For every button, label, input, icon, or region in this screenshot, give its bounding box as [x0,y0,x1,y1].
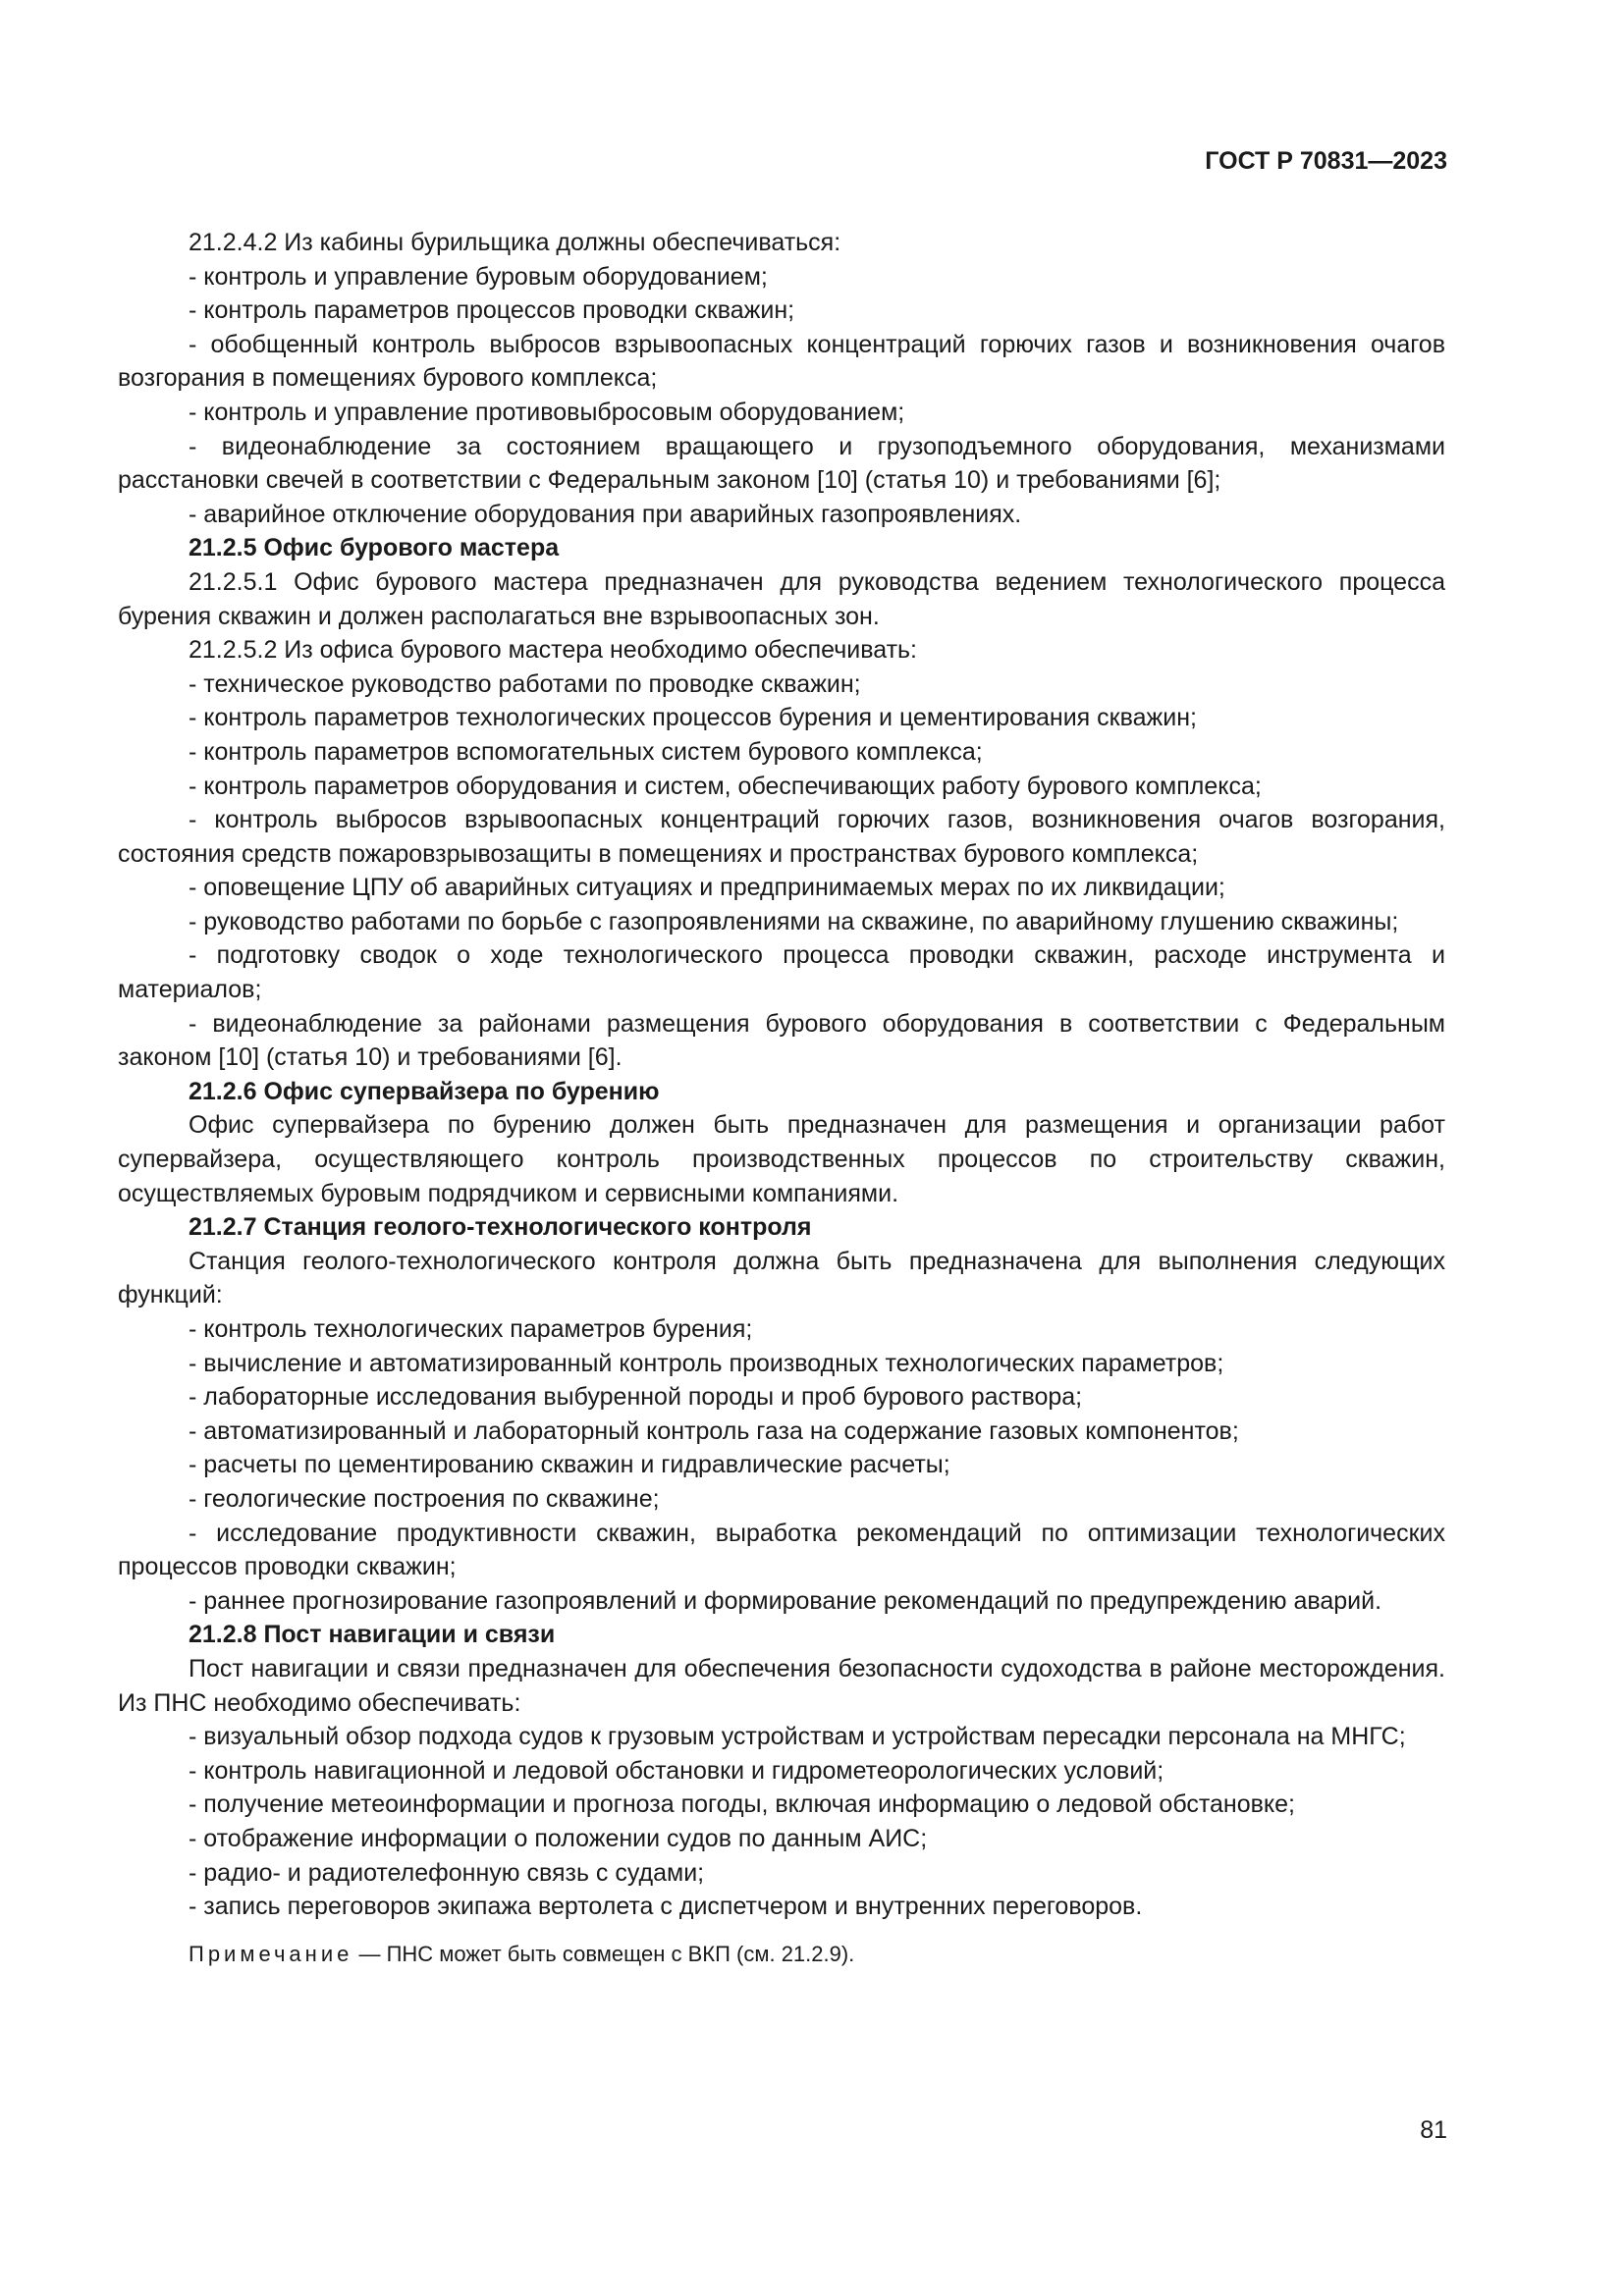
note-text: — ПНС может быть совмещен с ВКП (см. 21.2.9). [352,1941,855,1966]
list-item: - аварийное отключение оборудования при аварийных газопроявлениях. [189,500,1022,528]
document-header: ГОСТ Р 70831—2023 [1205,147,1447,175]
paragraph: 21.2.5.2 Из офиса бурового мастера необходимо обеспечивать: [189,636,917,665]
section-heading: 21.2.7 Станция геолого-технологического контроля [189,1213,812,1242]
list-item: - оповещение ЦПУ об аварийных ситуациях и предпринимаемых мерах по их ликвидации; [189,874,1225,902]
list-item: - контроль параметров вспомогательных систем бурового комплекса; [189,737,983,766]
section-heading: 21.2.8 Пост навигации и связи [189,1621,556,1649]
paragraph: Пост навигации и связи предназначен для обеспечения безопасности судоходства в районе месторождения. Из ПНС необходимо обеспечивать: [118,1654,1445,1717]
list-item: - раннее прогнозирование газопроявлений и формирование рекомендаций по предупреждению аварий. [189,1586,1382,1615]
note-label: Примечание [189,1941,353,1966]
list-item: - автоматизированный и лабораторный контроль газа на содержание газовых компонентов; [189,1416,1239,1445]
paragraph: 21.2.5.1 Офис бурового мастера предназначен для руководства ведением технологического процесса бурения скважин и должен располагаться вне взрывоопасных зон. [118,567,1445,630]
note [118,1938,1445,1972]
list-item: - получение метеоинформации и прогноза погоды, включая информацию о ледовой обстановке; [189,1790,1295,1819]
list-item: - геологические построения по скважине; [189,1484,660,1513]
list-item: - лабораторные исследования выбуренной породы и проб бурового раствора; [189,1383,1083,1412]
list-item: - контроль и управление противовыбросовым оборудованием; [189,398,905,426]
list-item: - вычисление и автоматизированный контроль производных технологических параметров; [189,1349,1224,1377]
list-item: - контроль и управление буровым оборудованием; [189,262,768,291]
list-item: - подготовку сводок о ходе технологического процесса проводки скважин, расходе инструмента и материалов; [118,941,1445,1004]
paragraph: Станция геолого-технологического контроля должна быть предназначена для выполнения следующих функций: [118,1247,1445,1309]
section-heading: 21.2.5 Офис бурового мастера [189,534,560,562]
section-heading: 21.2.6 Офис супервайзера по бурению [189,1077,660,1105]
list-item: - контроль параметров технологических процессов бурения и цементирования скважин; [189,704,1197,732]
list-item: - запись переговоров экипажа вертолета с диспетчером и внутренних переговоров. [189,1893,1143,1921]
document-body [118,226,1445,1971]
list-item: - техническое руководство работами по проводке скважин; [189,669,861,698]
paragraph: Офис супервайзера по бурению должен быть предназначен для размещения и организации работ супервайзера, осуществляющего контроль производственных процессов по строительству скважин, осуществляемых буровым подрядчиком и сервисными компаниями. [118,1111,1445,1207]
list-item: - контроль параметров оборудования и систем, обеспечивающих работу бурового комплекса; [189,772,1262,800]
list-item: - видеонаблюдение за состоянием вращающего и грузоподъемного оборудования, механизмами расстановки свечей в соответствии с Федеральным законом [10] (статья 10) и требованиями [6]; [118,432,1445,495]
list-item: - контроль выбросов взрывоопасных концентраций горючих газов, возникновения очагов возгорания, состояния средств пожаровзрывозащиты в помещениях и пространствах бурового комплекса; [118,806,1445,868]
list-item: - визуальный обзор подхода судов к грузовым устройствам и устройствам пересадки персонала на МНГС; [189,1723,1406,1751]
list-item: - контроль параметров процессов проводки скважин; [189,296,795,325]
paragraph: 21.2.4.2 Из кабины бурильщика должны обеспечиваться: [189,229,841,256]
page-number: 81 [1420,2116,1447,2144]
list-item: - радио- и радиотелефонную связь с судами; [189,1858,705,1887]
list-item: - руководство работами по борьбе с газопроявлениями на скважине, по аварийному глушению скважины; [189,907,1399,935]
list-item: - отображение информации о положении судов по данным АИС; [189,1824,928,1852]
list-item: - расчеты по цементированию скважин и гидравлические расчеты; [189,1451,950,1479]
list-item: - контроль навигационной и ледовой обстановки и гидрометеорологических условий; [189,1756,1164,1785]
list-item: - исследование продуктивности скважин, выработка рекомендаций по оптимизации технологических процессов проводки скважин; [118,1519,1445,1581]
list-item: - видеонаблюдение за районами размещения бурового оборудования в соответствии с Федеральным законом [10] (статья 10) и требованиями [6]. [118,1009,1445,1072]
list-item: - обобщенный контроль выбросов взрывоопасных концентраций горючих газов и возникновения очагов возгорания в помещениях бурового комплекса; [118,330,1445,393]
list-item: - контроль технологических параметров бурения; [189,1315,753,1343]
